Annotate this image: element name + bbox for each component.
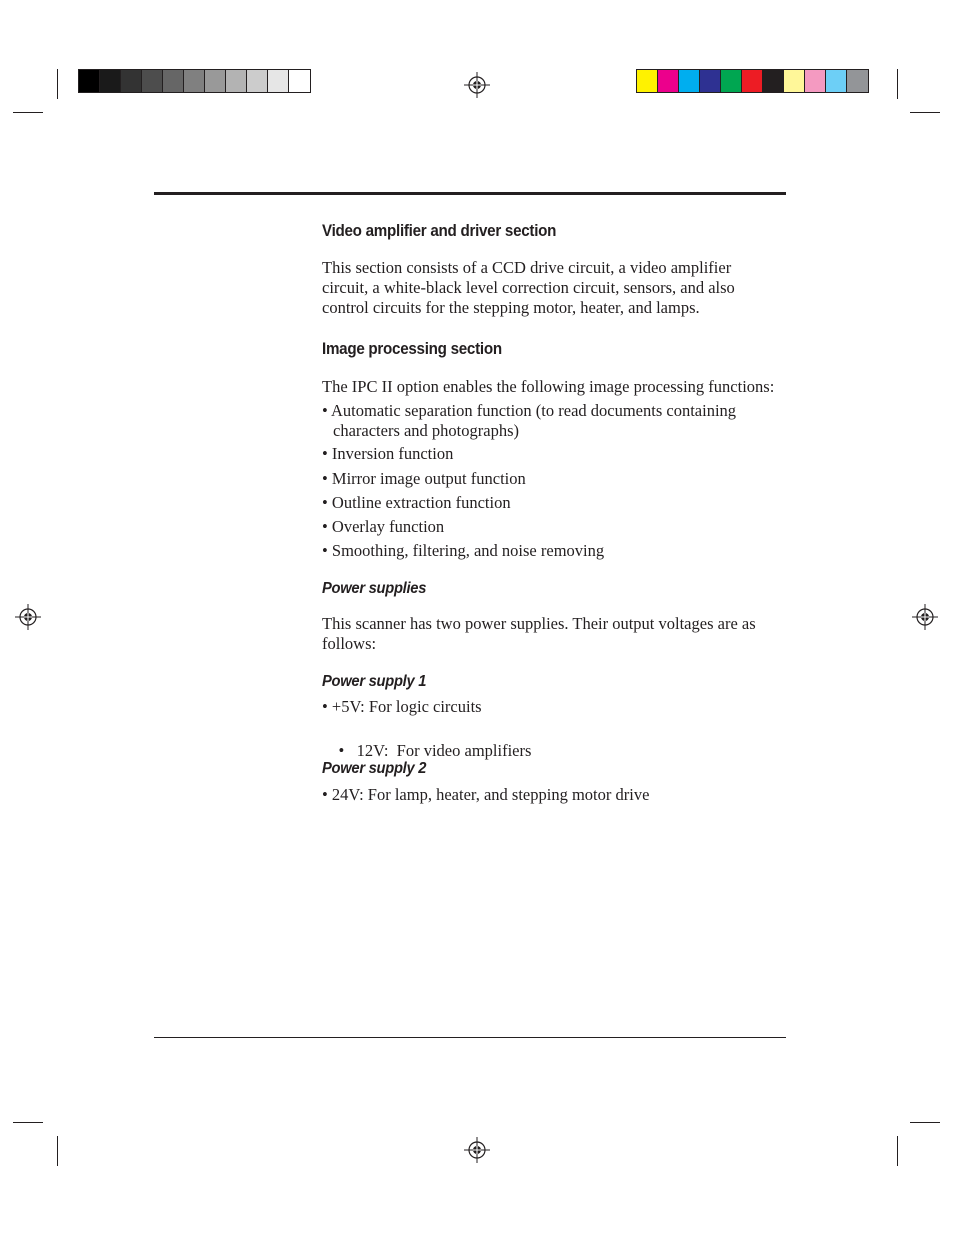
- color-swatch: [637, 70, 658, 92]
- color-swatch: [79, 70, 100, 92]
- process-color-bar: [636, 69, 869, 93]
- color-swatch: [700, 70, 721, 92]
- paragraph-line: follows:: [322, 634, 377, 653]
- crop-mark: [897, 1136, 898, 1166]
- list-item-text: • Automatic separation function (to read documents containing: [322, 401, 737, 420]
- power-paragraph: [322, 614, 787, 654]
- color-swatch: [805, 70, 826, 92]
- list-item-text: • Overlay function: [322, 517, 445, 536]
- color-swatch: [226, 70, 247, 92]
- color-swatch: [100, 70, 121, 92]
- color-swatch: [658, 70, 679, 92]
- list-item-continuation: characters and photographs): [333, 421, 520, 440]
- color-swatch: [784, 70, 805, 92]
- color-swatch: [268, 70, 289, 92]
- color-swatch: [205, 70, 226, 92]
- crop-mark: [910, 112, 940, 113]
- footer-rule: [154, 1037, 786, 1038]
- color-swatch: [184, 70, 205, 92]
- crop-mark: [57, 69, 58, 99]
- color-swatch: [679, 70, 700, 92]
- grayscale-color-bar: [78, 69, 311, 93]
- list-item: [322, 517, 444, 537]
- paragraph-line: This scanner has two power supplies. Their output voltages are as: [322, 614, 756, 633]
- registration-mark-icon: [15, 604, 41, 630]
- color-swatch: [163, 70, 184, 92]
- color-swatch: [763, 70, 784, 92]
- paragraph-line: control circuits for the stepping motor, heater, and lamps.: [322, 298, 700, 317]
- image-intro: [322, 377, 787, 397]
- list-item: [322, 469, 526, 489]
- video-paragraph: [322, 258, 787, 318]
- list-item: [322, 541, 604, 561]
- section-heading-power: Power supplies: [322, 580, 427, 597]
- crop-mark: [13, 112, 43, 113]
- section-heading-supply-2: Power supply 2: [322, 760, 427, 777]
- list-item-text: • 24V: For lamp, heater, and stepping motor drive: [322, 785, 650, 804]
- list-item-text: • Inversion function: [322, 444, 454, 463]
- list-item-text: • Smoothing, filtering, and noise removing: [322, 541, 605, 560]
- registration-mark-icon: [464, 1137, 490, 1163]
- color-swatch: [826, 70, 847, 92]
- list-item-text: • 12V: For video amplifiers: [338, 741, 532, 760]
- crop-mark: [897, 69, 898, 99]
- crop-mark: [57, 1136, 58, 1166]
- list-item-text: • Mirror image output function: [322, 469, 526, 488]
- color-swatch: [289, 70, 310, 92]
- paragraph-line: The IPC II option enables the following image processing functions:: [322, 377, 775, 396]
- color-swatch: [121, 70, 142, 92]
- section-heading-video: Video amplifier and driver section: [322, 222, 557, 240]
- color-swatch: [247, 70, 268, 92]
- crop-mark: [910, 1122, 940, 1123]
- list-item: [322, 697, 482, 717]
- paragraph-line: circuit, a white-black level correction circuit, sensors, and also: [322, 278, 735, 297]
- section-heading-supply-1: Power supply 1: [322, 673, 427, 690]
- list-item-text: • +5V: For logic circuits: [322, 697, 482, 716]
- color-swatch: [742, 70, 763, 92]
- color-swatch: [721, 70, 742, 92]
- header-rule: [154, 192, 786, 195]
- list-item: [322, 401, 736, 441]
- color-swatch: [847, 70, 868, 92]
- list-item: [322, 493, 511, 513]
- registration-mark-icon: [912, 604, 938, 630]
- registration-mark-icon: [464, 72, 490, 98]
- section-heading-image: Image processing section: [322, 340, 502, 358]
- color-swatch: [142, 70, 163, 92]
- list-item: [322, 785, 649, 805]
- list-item-text: • Outline extraction function: [322, 493, 511, 512]
- list-item: [322, 444, 453, 464]
- paragraph-line: This section consists of a CCD drive circuit, a video amplifier: [322, 258, 732, 277]
- crop-mark: [13, 1122, 43, 1123]
